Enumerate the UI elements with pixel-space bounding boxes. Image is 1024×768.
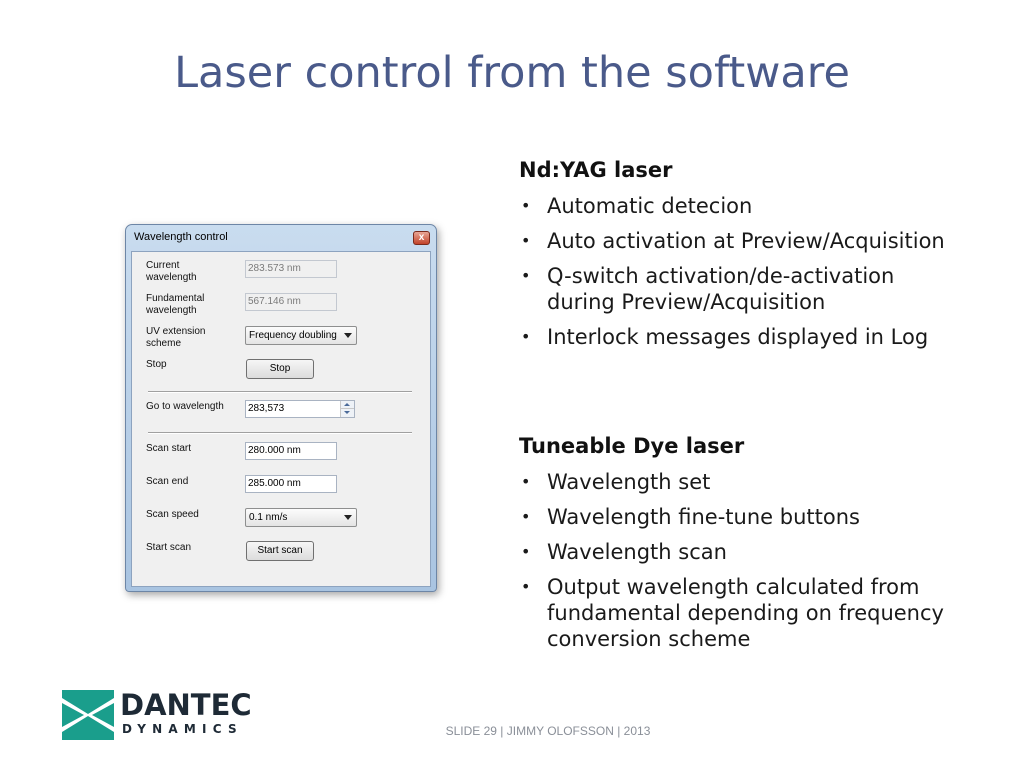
list-item bbox=[519, 324, 959, 350]
dantec-logo-mark-icon bbox=[62, 690, 114, 740]
list-item-text: Q-switch activation/de-activation during Preview/Acquisition bbox=[547, 264, 895, 314]
list-item bbox=[519, 539, 959, 565]
fundamental-wavelength-field: 567.146 nm bbox=[245, 293, 337, 311]
bullet-icon: • bbox=[521, 231, 531, 250]
fundamental-wavelength-label: Fundamental wavelength bbox=[146, 293, 205, 316]
slide-title: Laser control from the software bbox=[174, 48, 850, 98]
uv-scheme-select[interactable] bbox=[245, 326, 357, 345]
list-item-text: Auto activation at Preview/Acquisition bbox=[547, 229, 945, 253]
uv-scheme-value: Frequency doubling bbox=[249, 330, 337, 341]
list-item bbox=[519, 263, 959, 315]
bullet-icon: • bbox=[521, 577, 531, 596]
list-item bbox=[519, 228, 959, 254]
bullet-icon: • bbox=[521, 472, 531, 491]
list-item-text: Output wavelength calculated from fundamental depending on frequency conversion scheme bbox=[547, 575, 944, 651]
separator bbox=[148, 432, 412, 434]
stop-button[interactable]: Stop bbox=[246, 359, 314, 379]
ndyag-list bbox=[519, 193, 959, 359]
bullet-icon: • bbox=[521, 266, 531, 285]
list-item-text: Wavelength set bbox=[547, 470, 711, 494]
stop-label: Stop bbox=[146, 359, 167, 370]
dye-list bbox=[519, 469, 959, 661]
dialog-body bbox=[131, 251, 431, 587]
logo-subword: DYNAMICS bbox=[122, 722, 243, 736]
scan-speed-label: Scan speed bbox=[146, 509, 199, 520]
wavelength-control-dialog bbox=[125, 224, 437, 592]
chevron-down-icon bbox=[344, 333, 352, 338]
bullet-icon: • bbox=[521, 507, 531, 526]
goto-wavelength-label: Go to wavelength bbox=[146, 401, 224, 412]
goto-wavelength-stepper[interactable] bbox=[245, 400, 355, 418]
start-scan-label: Start scan bbox=[146, 542, 192, 553]
list-item bbox=[519, 504, 959, 530]
list-item bbox=[519, 574, 959, 652]
list-item-text: Wavelength scan bbox=[547, 540, 727, 564]
spin-up-icon[interactable] bbox=[341, 401, 354, 409]
bullet-icon: • bbox=[521, 542, 531, 561]
list-item-text: Interlock messages displayed in Log bbox=[547, 325, 929, 349]
scan-start-label: Scan start bbox=[146, 443, 192, 454]
current-wavelength-label: Current wavelength bbox=[146, 260, 197, 283]
dialog-title: Wavelength control bbox=[134, 231, 228, 243]
scan-speed-value: 0.1 nm/s bbox=[249, 512, 288, 523]
scan-end-label: Scan end bbox=[146, 476, 189, 487]
scan-start-field[interactable]: 280.000 nm bbox=[245, 442, 337, 460]
uv-scheme-label: UV extension scheme bbox=[146, 326, 206, 349]
goto-wavelength-value: 283,573 bbox=[248, 403, 285, 414]
list-item-text: Automatic detecion bbox=[547, 194, 753, 218]
scan-speed-select[interactable] bbox=[245, 508, 357, 527]
ndyag-heading: Nd:YAG laser bbox=[519, 158, 673, 182]
list-item bbox=[519, 193, 959, 219]
slide-footer: SLIDE 29 | JIMMY OLOFSSON | 2013 bbox=[445, 724, 651, 738]
logo-wordmark: DANTEC bbox=[120, 688, 252, 722]
list-item-text: Wavelength fine-tune buttons bbox=[547, 505, 860, 529]
scan-end-field[interactable]: 285.000 nm bbox=[245, 475, 337, 493]
dantec-logo bbox=[62, 690, 262, 740]
bullet-icon: • bbox=[521, 196, 531, 215]
spinner-buttons bbox=[340, 401, 354, 417]
spin-down-icon[interactable] bbox=[341, 409, 354, 417]
close-icon[interactable]: x bbox=[413, 231, 430, 245]
bullet-icon: • bbox=[521, 327, 531, 346]
list-item bbox=[519, 469, 959, 495]
chevron-down-icon bbox=[344, 515, 352, 520]
dye-heading: Tuneable Dye laser bbox=[519, 434, 745, 458]
start-scan-button[interactable]: Start scan bbox=[246, 541, 314, 561]
separator bbox=[148, 391, 412, 393]
current-wavelength-field: 283.573 nm bbox=[245, 260, 337, 278]
